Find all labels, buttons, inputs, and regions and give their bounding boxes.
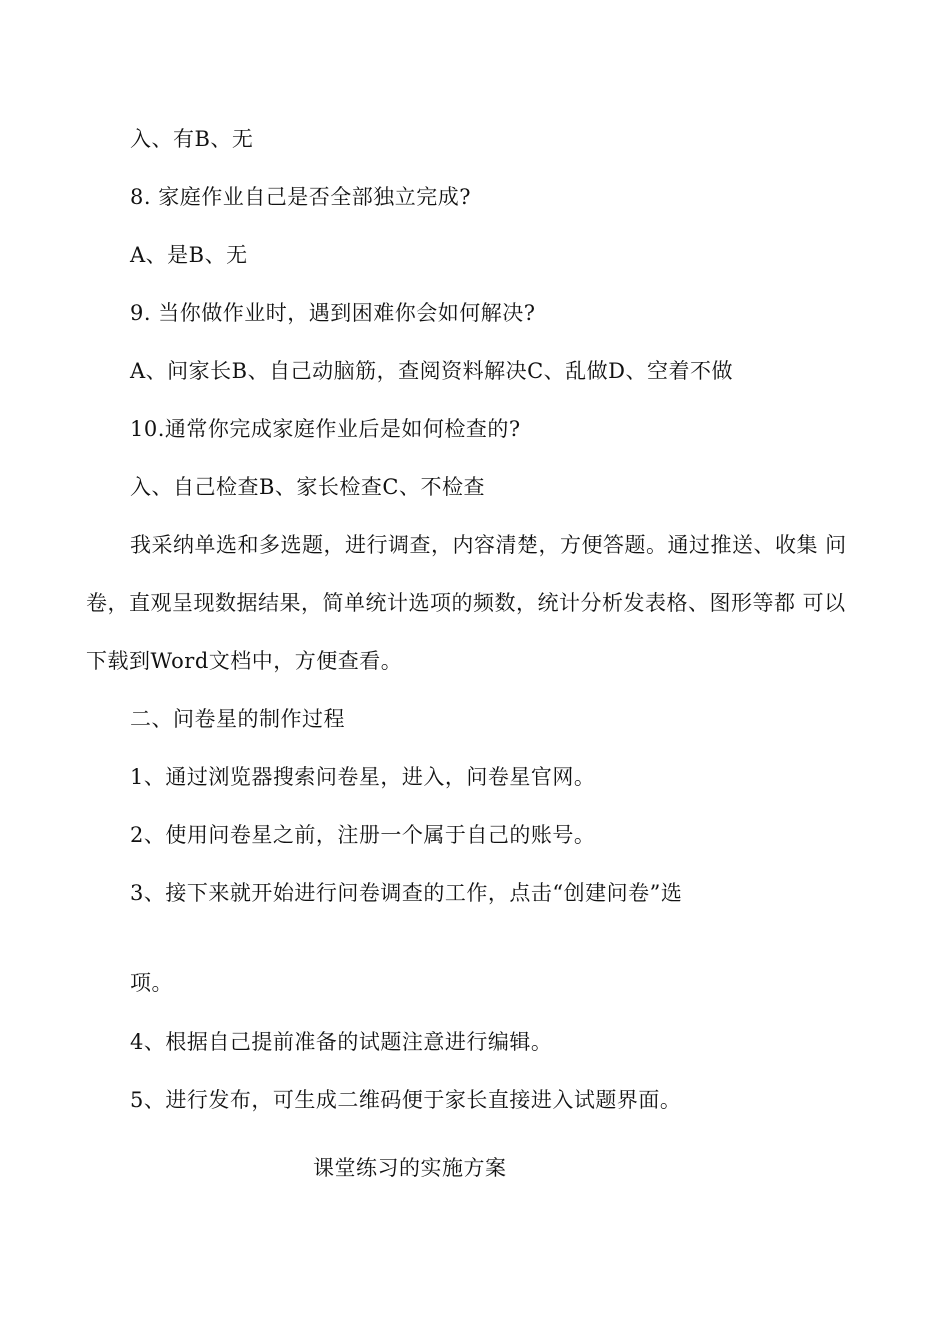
answer-options-q7: 入、有B、无 xyxy=(130,127,254,151)
question-10: 10.通常你完成家庭作业后是如何检查的? xyxy=(130,417,521,441)
question-8: 8. 家庭作业自己是否全部独立完成? xyxy=(130,185,471,209)
step-3-continued: 项。 xyxy=(130,971,173,995)
step-2: 2、使用问卷星之前，注册一个属于自己的账号。 xyxy=(130,823,596,847)
body-paragraph-line-1: 我采纳单选和多选题，进行调查，内容清楚，方便答题。通过推送、收集 问 xyxy=(130,533,847,557)
answer-options-q10: 入、自己检查B、家长检查C、不检查 xyxy=(130,475,485,499)
answer-options-q8: A、是B、无 xyxy=(130,243,248,267)
section-heading: 二、问卷星的制作过程 xyxy=(130,707,345,731)
body-paragraph-line-2: 卷，直观呈现数据结果，简单统计选项的频数，统计分析发表格、图形等都 可以 xyxy=(86,591,846,615)
answer-options-q9: A、问家长B、自己动脑筋，查阅资料解决C、乱做D、空着不做 xyxy=(130,359,734,383)
body-paragraph-line-3: 下载到Word文档中，方便查看。 xyxy=(86,649,403,673)
step-1: 1、通过浏览器搜索问卷星，进入，问卷星官网。 xyxy=(130,765,596,789)
question-9: 9. 当你做作业时，遇到困难你会如何解决? xyxy=(130,301,536,325)
step-4: 4、根据自己提前准备的试题注意进行编辑。 xyxy=(130,1030,553,1054)
next-section-title: 课堂练习的实施方案 xyxy=(313,1156,507,1180)
step-3: 3、接下来就开始进行问卷调查的工作，点击“创建问卷”选 xyxy=(130,881,683,905)
step-5: 5、进行发布，可生成二维码便于家长直接进入试题界面。 xyxy=(130,1088,682,1112)
